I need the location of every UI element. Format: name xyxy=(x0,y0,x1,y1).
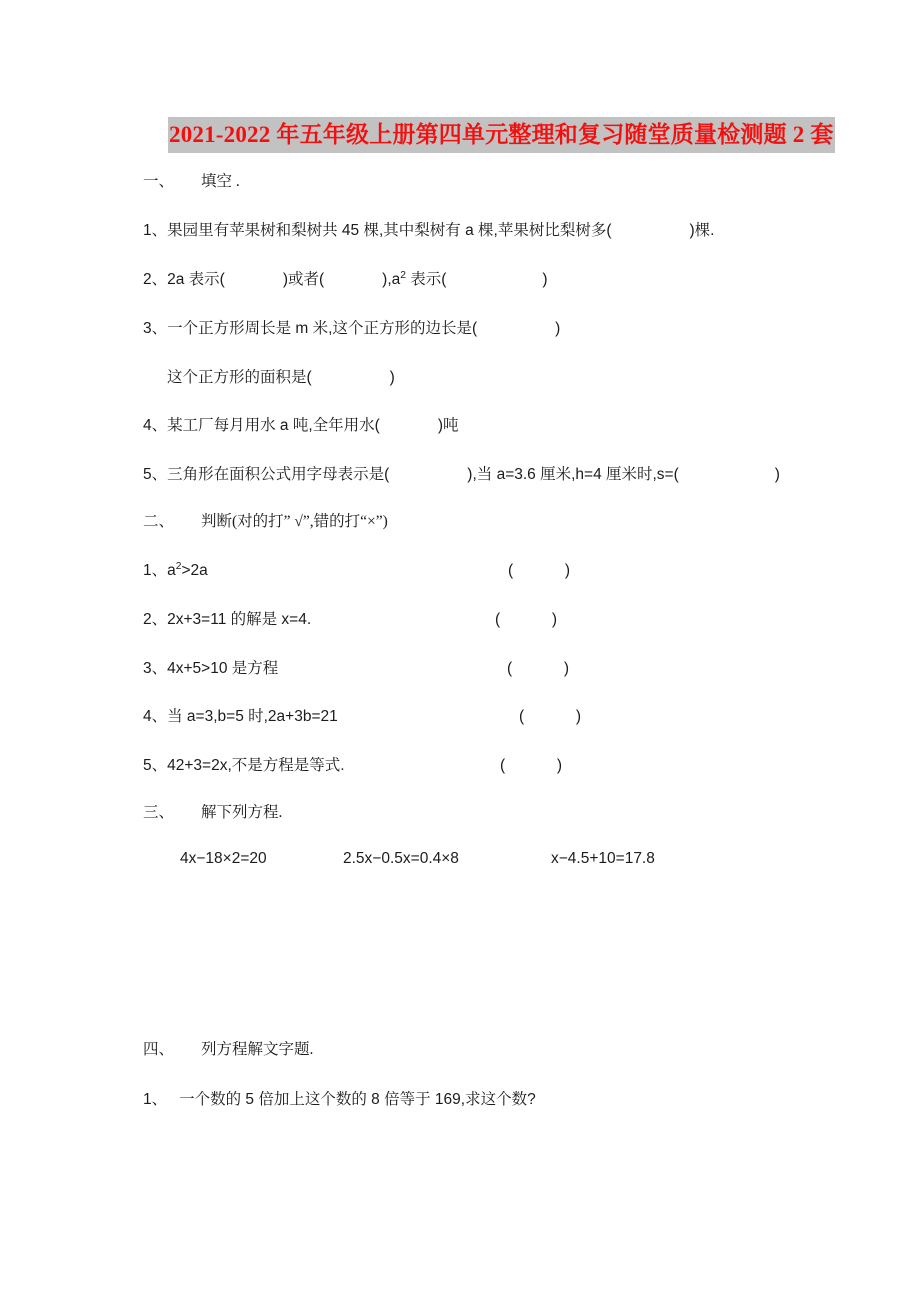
true-false-answer-box-5[interactable]: ( ) xyxy=(500,757,562,774)
section-title-3: 解下列方程. xyxy=(201,804,283,821)
item-text-mid1: )或者( xyxy=(282,271,325,288)
true-false-item-4 xyxy=(143,707,338,727)
item-label: 5、 xyxy=(143,466,168,483)
section-number-1: 一、 xyxy=(143,173,175,190)
word-problem-item-1 xyxy=(143,1090,536,1110)
item-label: 1、 xyxy=(143,1091,168,1108)
section-number-3: 三、 xyxy=(143,804,175,821)
item-text-tail: ) xyxy=(542,271,548,288)
item-text-tail: ) xyxy=(389,369,395,386)
section-heading-1 xyxy=(143,172,240,192)
item-text: 某工厂每月用水 a 吨,全年用水( xyxy=(167,417,380,434)
item-label: 1、 xyxy=(143,222,168,239)
item-text: 三角形在面积公式用字母表示是( xyxy=(167,466,390,483)
item-text-tail: ) xyxy=(555,320,561,337)
item-label: 2、 xyxy=(143,611,168,628)
fill-blank-item-1 xyxy=(143,221,714,241)
item-text-mid3: 表示( xyxy=(405,271,447,288)
item-text-tail: ) xyxy=(774,466,780,483)
true-false-item-1 xyxy=(143,561,208,581)
item-text: a xyxy=(167,562,176,579)
true-false-item-5 xyxy=(143,756,345,776)
item-label: 4、 xyxy=(143,708,168,725)
equation-2: 2.5x−0.5x=0.4×8 xyxy=(343,850,459,867)
section-heading-4 xyxy=(143,1040,313,1060)
superscript-exponent: 2 xyxy=(400,269,406,281)
fill-blank-item-5 xyxy=(143,465,780,485)
equation-3: x−4.5+10=17.8 xyxy=(551,850,655,867)
section-heading-2 xyxy=(143,512,388,532)
item-text-tail: )吨 xyxy=(437,417,459,434)
section-title-1: 填空 . xyxy=(201,173,240,190)
equation-1: 4x−18×2=20 xyxy=(180,850,267,867)
true-false-answer-box-4[interactable]: ( ) xyxy=(519,708,581,725)
true-false-item-3 xyxy=(143,659,278,679)
item-text-mid1: ),当 a=3.6 厘米,h=4 厘米时,s=( xyxy=(467,466,679,483)
item-text-tail: >2a xyxy=(181,562,208,579)
section-title-4: 列方程解文字题. xyxy=(201,1041,314,1058)
true-false-answer-box-2[interactable]: ( ) xyxy=(495,611,557,628)
fill-blank-item-3 xyxy=(143,319,560,339)
item-label: 5、 xyxy=(143,757,168,774)
section-number-2: 二、 xyxy=(143,513,175,530)
fill-blank-item-3b xyxy=(167,368,395,388)
item-text: 一个数的 5 倍加上这个数的 8 倍等于 169,求这个数? xyxy=(179,1091,536,1108)
item-label: 1、 xyxy=(143,562,168,579)
item-text-tail: )棵. xyxy=(689,222,715,239)
true-false-answer-box-3[interactable]: ( ) xyxy=(507,660,569,677)
superscript-exponent: 2 xyxy=(175,560,182,572)
item-text: 当 a=3,b=5 时,2a+3b=21 xyxy=(167,708,338,725)
item-text: 一个正方形周长是 m 米,这个正方形的边长是( xyxy=(167,320,478,337)
page-title: 2021-2022 年五年级上册第四单元整理和复习随堂质量检测题 2 套 xyxy=(168,117,835,153)
item-label: 3、 xyxy=(143,660,168,677)
item-text: 果园里有苹果树和梨树共 45 棵,其中梨树有 a 棵,苹果树比梨树多( xyxy=(167,222,612,239)
section-heading-3 xyxy=(143,803,282,823)
item-text: 这个正方形的面积是( xyxy=(167,369,312,386)
item-label: 3、 xyxy=(143,320,168,337)
section-number-4: 四、 xyxy=(143,1041,175,1058)
item-text: 2x+3=11 的解是 x=4. xyxy=(167,611,312,628)
item-text: 2a 表示( xyxy=(167,271,225,288)
true-false-item-2 xyxy=(143,610,311,630)
section-title-2: 判断(对的打” √”,错的打“×”) xyxy=(201,513,388,530)
item-label: 2、 xyxy=(143,271,168,288)
fill-blank-item-4 xyxy=(143,416,459,436)
item-text-mid2: ),a xyxy=(382,271,401,288)
fill-blank-item-2 xyxy=(143,270,548,290)
item-label: 4、 xyxy=(143,417,168,434)
item-text: 4x+5>10 是方程 xyxy=(167,660,279,677)
true-false-answer-box-1[interactable]: ( ) xyxy=(508,562,570,579)
item-text: 42+3=2x,不是方程是等式. xyxy=(167,757,345,774)
